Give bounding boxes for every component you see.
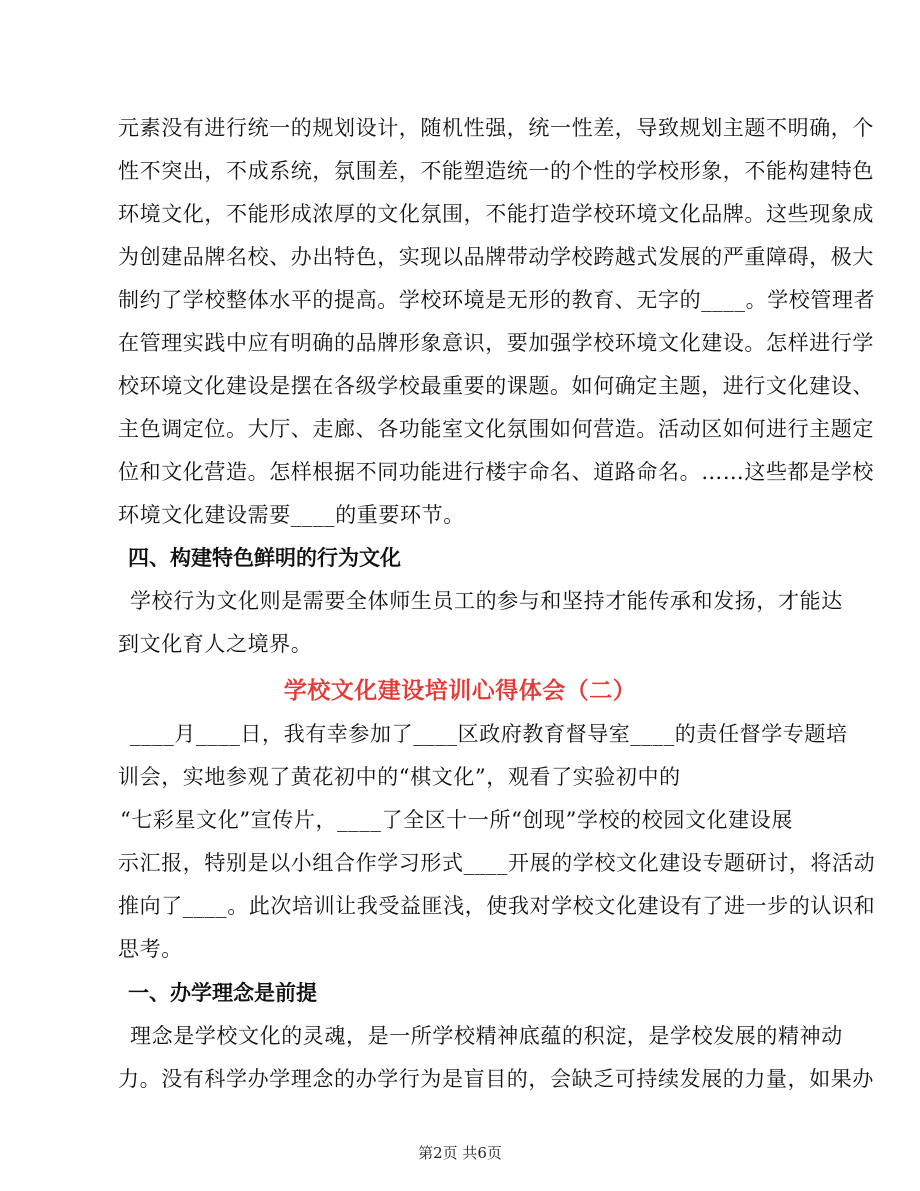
paragraph-line: 校环境文化建设是摆在各级学校最重要的课题。如何确定主题，进行文化建设、 bbox=[118, 374, 874, 398]
paragraph-line: ____月____日，我有幸参加了____区政府教育督导室____的责任督学专题培 bbox=[130, 722, 848, 746]
paragraph-line: 理念是学校文化的灵魂，是一所学校精神底蕴的积淀，是学校发展的精神动 bbox=[130, 1024, 843, 1048]
paragraph-line: 力。没有科学办学理念的办学行为是盲目的，会缺乏可持续发展的力量，如果办 bbox=[118, 1067, 874, 1091]
paragraph-line: 元素没有进行统一的规划设计，随机性强，统一性差，导致规划主题不明确，个 bbox=[118, 116, 874, 140]
paragraph-line: 学校行为文化则是需要全体师生员工的参与和坚持才能传承和发扬，才能达 bbox=[130, 589, 843, 613]
paragraph-line: 思考。 bbox=[118, 937, 183, 961]
paragraph-line: 训会，实地参观了黄花初中的“棋文化”，观看了实验初中的 bbox=[118, 765, 681, 789]
paragraph-line: 制约了学校整体水平的提高。学校环境是无形的教育、无字的____。学校管理者 bbox=[118, 288, 876, 312]
paragraph-line: 环境文化建设需要____的重要环节。 bbox=[118, 503, 465, 527]
paragraph-line: 在管理实践中应有明确的品牌形象意识，要加强学校环境文化建设。怎样进行学 bbox=[118, 331, 874, 355]
paragraph-line: “七彩星文化”宣传片，____了全区十一所“创现”学校的校园文化建设展 bbox=[120, 808, 793, 832]
paragraph-line: 到文化育人之境界。 bbox=[118, 632, 313, 656]
paragraph-line: 推向了____。此次培训让我受益匪浅，使我对学校文化建设有了进一步的认识和 bbox=[118, 894, 876, 918]
document-title: 学校文化建设培训心得体会（二） bbox=[283, 677, 637, 704]
paragraph-line: 环境文化，不能形成浓厚的文化氛围，不能打造学校环境文化品牌。这些现象成 bbox=[118, 202, 874, 226]
paragraph-line: 性不突出，不成系统，氛围差，不能塑造统一的个性的学校形象，不能构建特色 bbox=[118, 159, 874, 183]
paragraph-line: 示汇报，特别是以小组合作学习形式____开展的学校文化建设专题研讨，将活动 bbox=[118, 851, 876, 875]
section-heading: 四、构建特色鲜明的行为文化 bbox=[128, 545, 401, 570]
section-heading: 一、办学理念是前提 bbox=[128, 980, 317, 1005]
page-number-footer: 第2页 共6页 bbox=[418, 1144, 502, 1162]
paragraph-line: 主色调定位。大厅、走廊、各功能室文化氛围如何营造。活动区如何进行主题定 bbox=[118, 417, 874, 441]
paragraph-line: 为创建品牌名校、办出特色，实现以品牌带动学校跨越式发展的严重障碍，极大 bbox=[118, 245, 874, 269]
paragraph-line: 位和文化营造。怎样根据不同功能进行楼宇命名、道路命名。……这些都是学校 bbox=[118, 460, 874, 484]
